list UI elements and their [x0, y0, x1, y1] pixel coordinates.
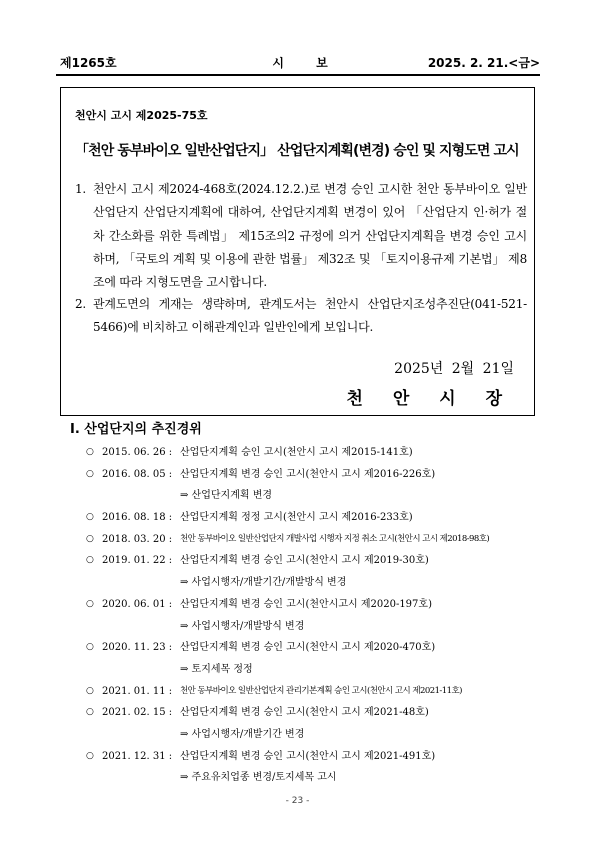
- history-description: 산업단지계획 변경 승인 고시(천안시 고시 제2016-226호): [180, 468, 436, 480]
- history-item: [86, 529, 546, 551]
- gazette-name: 시 보: [272, 56, 342, 70]
- history-date: 2021. 12. 31 :: [102, 750, 173, 762]
- bullet-icon: ○: [86, 555, 94, 566]
- page-number: - 23 -: [285, 796, 310, 806]
- history-description: 산업단지계획 정정 고시(천안시 고시 제2016-233호): [180, 512, 413, 524]
- subnote-text: ⇒ 사업시행자/개발방식 변경: [180, 620, 305, 632]
- bullet-icon: ○: [86, 512, 94, 523]
- gazette-header: [60, 50, 540, 72]
- header-rule: [56, 74, 540, 76]
- paragraph-number: 2.: [75, 297, 87, 311]
- subnote-text: ⇒ 사업시행자/개발기간 변경: [180, 728, 305, 740]
- history-subnote: [86, 767, 546, 789]
- history-subnote: [86, 724, 546, 746]
- paragraph-text: 천안시 고시 제2024-468호(2024.12.2.)로 변경 승인 고시한 천안 동부바이오 일반산업단지 산업단지계획에 대하여, 산업단지계획 변경이 있어 「산업단지 인·허가 절차 간소화를 위한 특례법」 제15조의2 규정에 의거 산업단지계획을 변경 승인 고시하며, 「국토의 계획 및 이용에 관한 법률」 제32조 및 「토지이용규제 기본법」 제8조에 따라 지형도면을 고시합니다.: [93, 182, 527, 290]
- history-item: [86, 702, 546, 724]
- history-subnote: [86, 659, 546, 681]
- history-item: [86, 507, 546, 529]
- history-description: 산업단지계획 변경 승인 고시(천안시 고시 제2021-48호): [180, 707, 429, 719]
- bullet-icon: ○: [86, 707, 94, 718]
- bullet-icon: ○: [86, 685, 94, 696]
- notice-paragraph-1: [75, 178, 527, 294]
- history-subnote: [86, 485, 546, 507]
- issue-date: 2025. 2. 21.<금>: [427, 56, 540, 70]
- history-description: 산업단지계획 승인 고시(천안시 고시 제2015-141호): [180, 447, 413, 458]
- history-list: [86, 442, 546, 789]
- paragraph-number: 1.: [75, 182, 87, 196]
- history-item: [86, 464, 546, 486]
- history-date: 2019. 01. 22 :: [102, 555, 173, 567]
- history-description: 천안 동부바이오 일반산업단지 관리기본계획 승인 고시(천안시 고시 제2021-11호): [180, 685, 462, 696]
- history-description: 천안 동부바이오 일반산업단지 개발사업 시행자 지정 취소 고시(천안시 고시 제2018-98호): [180, 533, 490, 544]
- notice-date: 2025년 2월 21일: [394, 361, 514, 377]
- subnote-text: ⇒ 주요유치업종 변경/토지세목 고시: [180, 772, 337, 784]
- bullet-icon: ○: [86, 750, 94, 761]
- history-item: [86, 637, 546, 659]
- history-date: 2020. 11. 23 :: [102, 642, 173, 654]
- bullet-icon: ○: [86, 642, 94, 653]
- history-date: 2021. 01. 11 :: [102, 685, 173, 697]
- bullet-icon: ○: [86, 533, 94, 544]
- paragraph-text: 관계도면의 게재는 생략하며, 관계도서는 천안시 산업단지조성추진단(041-521-5466)에 비치하고 이해관계인과 일반인에게 보입니다.: [93, 297, 527, 335]
- subnote-text: ⇒ 산업단지계획 변경: [180, 490, 273, 502]
- history-subnote: [86, 616, 546, 638]
- history-date: 2021. 02. 15 :: [102, 707, 173, 719]
- history-date: 2016. 08. 05 :: [102, 468, 173, 480]
- issue-number: 제1265호: [60, 56, 117, 70]
- history-date: 2020. 06. 01 :: [102, 598, 173, 610]
- bullet-icon: ○: [86, 598, 94, 609]
- history-date: 2015. 06. 26 :: [102, 447, 173, 458]
- notice-number: 천안시 고시 제2025-75호: [75, 109, 208, 122]
- history-item: [86, 550, 546, 572]
- bullet-icon: ○: [86, 468, 94, 479]
- history-item: [86, 442, 546, 464]
- history-item: [86, 594, 546, 616]
- notice-box: [60, 87, 535, 416]
- notice-paragraph-2: [75, 293, 527, 340]
- history-item: [86, 681, 546, 703]
- history-description: 산업단지계획 변경 승인 고시(천안시 고시 제2020-470호): [180, 642, 436, 654]
- subnote-text: ⇒ 토지세목 정정: [180, 663, 253, 675]
- history-description: 산업단지계획 변경 승인 고시(천안시 고시 제2021-491호): [180, 750, 436, 762]
- history-date: 2018. 03. 20 :: [102, 533, 173, 545]
- history-description: 산업단지계획 변경 승인 고시(천안시 고시 제2019-30호): [180, 555, 429, 567]
- history-description: 산업단지계획 변경 승인 고시(천안시고시 제2020-197호): [180, 598, 432, 610]
- section-title: Ⅰ. 산업단지의 추진경위: [70, 422, 202, 437]
- history-item: [86, 746, 546, 768]
- subnote-text: ⇒ 사업시행자/개발기간/개발방식 변경: [180, 577, 347, 589]
- bullet-icon: ○: [86, 447, 94, 457]
- notice-title: 「천안 동부바이오 일반산업단지」 산업단지계획(변경) 승인 및 지형도면 고시: [75, 143, 519, 159]
- history-date: 2016. 08. 18 :: [102, 512, 173, 524]
- history-subnote: [86, 572, 546, 594]
- issuer-signature: 천 안 시 장: [346, 389, 514, 409]
